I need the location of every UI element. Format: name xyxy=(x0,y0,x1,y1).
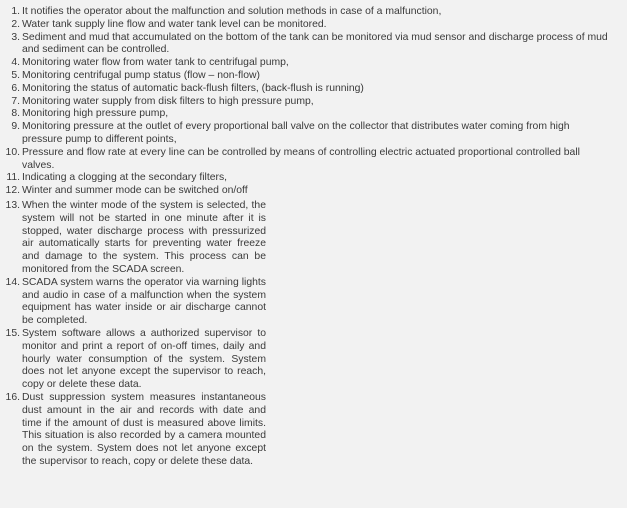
item-number: 4. xyxy=(11,57,20,69)
item-number: 2. xyxy=(11,18,20,30)
item-text: It notifies the operator about the malfunction and solution methods in case of a malfunction, xyxy=(22,6,442,17)
item-text: Dust suppression system measures instantaneous dust amount in the air and records with date and time if the amount of dust is measured above limits. This situation is also recorded by a camera mounted on the system. System does not let anyone except the supervisor to reach, copy or delete these data. xyxy=(22,391,266,467)
item-text: Monitoring the status of automatic back-flush filters, (back-flush is running) xyxy=(22,82,364,94)
item-text: System software allows a authorized supervisor to monitor and print a report of on-off times, daily and hourly water consumption of the system. System does not let anyone except the supervisor to reach, copy or delete these data. xyxy=(22,327,266,391)
item-text: Sediment and mud that accumulated on the bottom of the tank can be monitored via mud sensor and discharge process of mud and sediment can be controlled. xyxy=(22,31,608,56)
list-item xyxy=(0,200,266,277)
item-text: Pressure and flow rate at every line can be controlled by means of controlling electric actuated proportional controlled ball valves. xyxy=(22,146,580,171)
list-item xyxy=(0,147,612,173)
list-item xyxy=(0,70,612,83)
item-number: 10. xyxy=(5,146,20,158)
list-item xyxy=(0,172,612,185)
list-item xyxy=(0,32,612,58)
item-text: When the winter mode of the system is selected, the system will not be started in one minute after it is stopped, water discharge process with pressurized air automatically starts for preventing water freeze and damage to the system. This process can be monitored from the SCADA screen. xyxy=(22,199,266,275)
item-number: 14. xyxy=(5,276,20,288)
item-number: 16. xyxy=(5,391,20,403)
item-number: 6. xyxy=(11,82,20,94)
item-text: Monitoring water flow from water tank to centrifugal pump, xyxy=(22,57,289,69)
list-item xyxy=(0,108,612,121)
list-item xyxy=(0,277,266,328)
item-number: 3. xyxy=(11,31,20,43)
list-item xyxy=(0,83,612,96)
list-item xyxy=(0,392,266,469)
list-item xyxy=(0,185,612,198)
item-number: 9. xyxy=(11,121,20,133)
feature-list xyxy=(0,6,612,469)
item-number: 11. xyxy=(6,172,20,184)
item-text: Monitoring high pressure pump, xyxy=(22,108,169,120)
list-item xyxy=(0,19,612,32)
item-text: Monitoring water supply from disk filters to high pressure pump, xyxy=(22,95,314,107)
item-number: 8. xyxy=(11,108,20,120)
item-number: 1. xyxy=(11,6,20,17)
list-item xyxy=(0,328,266,392)
list-item xyxy=(0,96,612,109)
item-text: SCADA system warns the operator via warning lights and audio in case of a malfunction when the system equipment has water inside or air discharge cannot be completed. xyxy=(22,276,266,327)
item-text: Winter and summer mode can be switched on/off xyxy=(22,185,248,197)
list-item xyxy=(0,6,612,19)
item-number: 13. xyxy=(5,199,20,211)
item-number: 15. xyxy=(5,327,20,339)
item-text: Monitoring pressure at the outlet of every proportional ball valve on the collector that distributes water coming from high pressure pump to different points, xyxy=(22,121,570,145)
item-number: 5. xyxy=(11,69,20,81)
item-number: 7. xyxy=(11,95,20,107)
list-item xyxy=(0,57,612,70)
list-item xyxy=(0,121,612,147)
item-text: Water tank supply line flow and water tank level can be monitored. xyxy=(22,18,327,30)
item-number: 12. xyxy=(5,185,20,197)
item-text: Monitoring centrifugal pump status (flow – non-flow) xyxy=(22,69,260,81)
item-text: Indicating a clogging at the secondary filters, xyxy=(22,172,228,184)
